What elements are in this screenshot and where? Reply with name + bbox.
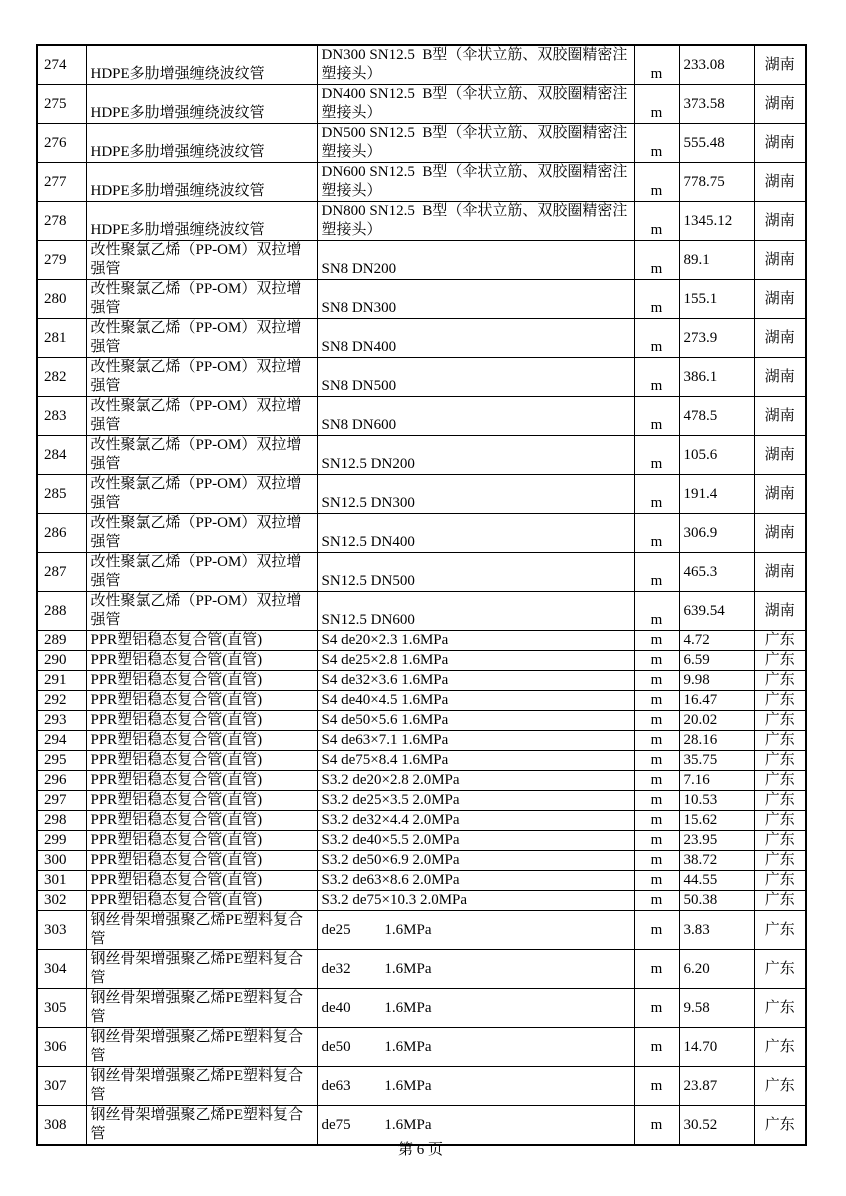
- item-spec-cell: SN8 DN400: [317, 319, 634, 358]
- table-row: [37, 989, 806, 1028]
- unit-cell: m: [634, 280, 679, 319]
- region-cell: 广东: [754, 1067, 806, 1106]
- row-seq: 308: [37, 1106, 86, 1146]
- table-row: [37, 711, 806, 731]
- region-cell: 广东: [754, 811, 806, 831]
- item-name-cell: 改性聚氯乙烯（PP-OM）双拉增强管: [86, 319, 317, 358]
- row-seq: 275: [37, 85, 86, 124]
- unit-cell: m: [634, 475, 679, 514]
- table-row: [37, 791, 806, 811]
- region-cell: 湖南: [754, 85, 806, 124]
- item-spec-cell: S3.2 de20×2.8 2.0MPa: [317, 771, 634, 791]
- price-cell: 9.98: [679, 671, 754, 691]
- price-cell: 20.02: [679, 711, 754, 731]
- row-seq: 281: [37, 319, 86, 358]
- price-cell: 9.58: [679, 989, 754, 1028]
- unit-cell: m: [634, 592, 679, 631]
- item-name-cell: 改性聚氯乙烯（PP-OM）双拉增强管: [86, 592, 317, 631]
- price-cell: 105.6: [679, 436, 754, 475]
- item-name-cell: PPR塑铝稳态复合管(直管): [86, 871, 317, 891]
- table-row: [37, 475, 806, 514]
- table-row: [37, 691, 806, 711]
- item-name-cell: 改性聚氯乙烯（PP-OM）双拉增强管: [86, 436, 317, 475]
- region-cell: 湖南: [754, 319, 806, 358]
- row-seq: 296: [37, 771, 86, 791]
- region-cell: 湖南: [754, 124, 806, 163]
- table-row: [37, 85, 806, 124]
- row-seq: 289: [37, 631, 86, 651]
- region-cell: 湖南: [754, 553, 806, 592]
- region-cell: 湖南: [754, 241, 806, 280]
- item-name-cell: PPR塑铝稳态复合管(直管): [86, 691, 317, 711]
- unit-cell: m: [634, 691, 679, 711]
- table-row: [37, 319, 806, 358]
- item-spec-cell: S3.2 de40×5.5 2.0MPa: [317, 831, 634, 851]
- item-spec-cell: S4 de32×3.6 1.6MPa: [317, 671, 634, 691]
- table-row: [37, 1028, 806, 1067]
- item-spec-cell: S4 de63×7.1 1.6MPa: [317, 731, 634, 751]
- item-spec-cell: SN8 DN500: [317, 358, 634, 397]
- price-cell: 191.4: [679, 475, 754, 514]
- row-seq: 301: [37, 871, 86, 891]
- row-seq: 299: [37, 831, 86, 851]
- row-seq: 287: [37, 553, 86, 592]
- price-cell: 50.38: [679, 891, 754, 911]
- row-seq: 285: [37, 475, 86, 514]
- row-seq: 288: [37, 592, 86, 631]
- item-name-cell: PPR塑铝稳态复合管(直管): [86, 731, 317, 751]
- row-seq: 300: [37, 851, 86, 871]
- row-seq: 297: [37, 791, 86, 811]
- unit-cell: m: [634, 45, 679, 85]
- price-cell: 28.16: [679, 731, 754, 751]
- unit-cell: m: [634, 358, 679, 397]
- unit-cell: m: [634, 731, 679, 751]
- region-cell: 湖南: [754, 45, 806, 85]
- item-spec-cell: SN12.5 DN500: [317, 553, 634, 592]
- unit-cell: m: [634, 319, 679, 358]
- row-seq: 304: [37, 950, 86, 989]
- row-seq: 280: [37, 280, 86, 319]
- item-spec-cell: de63 1.6MPa: [317, 1067, 634, 1106]
- row-seq: 298: [37, 811, 86, 831]
- item-spec-cell: de25 1.6MPa: [317, 911, 634, 950]
- price-cell: 306.9: [679, 514, 754, 553]
- item-spec-cell: S4 de40×4.5 1.6MPa: [317, 691, 634, 711]
- row-seq: 306: [37, 1028, 86, 1067]
- region-cell: 广东: [754, 950, 806, 989]
- region-cell: 湖南: [754, 358, 806, 397]
- row-seq: 292: [37, 691, 86, 711]
- item-spec-cell: DN400 SN12.5 B型（伞状立筋、双胶圈精密注塑接头）: [317, 85, 634, 124]
- table-row: [37, 45, 806, 85]
- unit-cell: m: [634, 241, 679, 280]
- price-cell: 35.75: [679, 751, 754, 771]
- row-seq: 286: [37, 514, 86, 553]
- price-cell: 10.53: [679, 791, 754, 811]
- region-cell: 湖南: [754, 397, 806, 436]
- price-cell: 23.95: [679, 831, 754, 851]
- table-row: [37, 911, 806, 950]
- item-spec-cell: S3.2 de32×4.4 2.0MPa: [317, 811, 634, 831]
- row-seq: 307: [37, 1067, 86, 1106]
- region-cell: 广东: [754, 771, 806, 791]
- unit-cell: m: [634, 397, 679, 436]
- item-name-cell: 钢丝骨架增强聚乙烯PE塑料复合管: [86, 1028, 317, 1067]
- unit-cell: m: [634, 911, 679, 950]
- unit-cell: m: [634, 671, 679, 691]
- table-row: [37, 751, 806, 771]
- unit-cell: m: [634, 891, 679, 911]
- price-cell: 233.08: [679, 45, 754, 85]
- item-name-cell: PPR塑铝稳态复合管(直管): [86, 791, 317, 811]
- item-name-cell: PPR塑铝稳态复合管(直管): [86, 831, 317, 851]
- row-seq: 274: [37, 45, 86, 85]
- unit-cell: m: [634, 202, 679, 241]
- row-seq: 284: [37, 436, 86, 475]
- item-name-cell: PPR塑铝稳态复合管(直管): [86, 771, 317, 791]
- item-name-cell: PPR塑铝稳态复合管(直管): [86, 651, 317, 671]
- row-seq: 278: [37, 202, 86, 241]
- item-name-cell: 钢丝骨架增强聚乙烯PE塑料复合管: [86, 911, 317, 950]
- region-cell: 广东: [754, 671, 806, 691]
- price-cell: 555.48: [679, 124, 754, 163]
- region-cell: 湖南: [754, 280, 806, 319]
- price-cell: 44.55: [679, 871, 754, 891]
- price-cell: 778.75: [679, 163, 754, 202]
- table-row: [37, 592, 806, 631]
- region-cell: 广东: [754, 1106, 806, 1146]
- row-seq: 294: [37, 731, 86, 751]
- item-spec-cell: S4 de50×5.6 1.6MPa: [317, 711, 634, 731]
- item-spec-cell: SN12.5 DN200: [317, 436, 634, 475]
- item-name-cell: PPR塑铝稳态复合管(直管): [86, 811, 317, 831]
- item-spec-cell: S4 de25×2.8 1.6MPa: [317, 651, 634, 671]
- unit-cell: m: [634, 831, 679, 851]
- table-row: [37, 241, 806, 280]
- table-row: [37, 124, 806, 163]
- price-cell: 639.54: [679, 592, 754, 631]
- unit-cell: m: [634, 553, 679, 592]
- item-name-cell: HDPE多肋增强缠绕波纹管: [86, 202, 317, 241]
- region-cell: 湖南: [754, 202, 806, 241]
- table-row: [37, 811, 806, 831]
- price-cell: 155.1: [679, 280, 754, 319]
- item-name-cell: 改性聚氯乙烯（PP-OM）双拉增强管: [86, 514, 317, 553]
- unit-cell: m: [634, 651, 679, 671]
- table-row: [37, 891, 806, 911]
- row-seq: 283: [37, 397, 86, 436]
- price-cell: 273.9: [679, 319, 754, 358]
- item-name-cell: 改性聚氯乙烯（PP-OM）双拉增强管: [86, 358, 317, 397]
- item-spec-cell: S3.2 de75×10.3 2.0MPa: [317, 891, 634, 911]
- table-row: [37, 671, 806, 691]
- table-row: [37, 871, 806, 891]
- item-spec-cell: SN12.5 DN400: [317, 514, 634, 553]
- item-name-cell: PPR塑铝稳态复合管(直管): [86, 851, 317, 871]
- region-cell: 广东: [754, 731, 806, 751]
- item-name-cell: HDPE多肋增强缠绕波纹管: [86, 85, 317, 124]
- unit-cell: m: [634, 514, 679, 553]
- price-cell: 6.20: [679, 950, 754, 989]
- table-row: [37, 1067, 806, 1106]
- price-cell: 3.83: [679, 911, 754, 950]
- price-cell: 15.62: [679, 811, 754, 831]
- item-name-cell: 改性聚氯乙烯（PP-OM）双拉增强管: [86, 475, 317, 514]
- item-name-cell: 钢丝骨架增强聚乙烯PE塑料复合管: [86, 1106, 317, 1146]
- unit-cell: m: [634, 871, 679, 891]
- row-seq: 279: [37, 241, 86, 280]
- region-cell: 广东: [754, 989, 806, 1028]
- unit-cell: m: [634, 1106, 679, 1146]
- region-cell: 广东: [754, 1028, 806, 1067]
- table-row: [37, 831, 806, 851]
- page-number: 第 6 页: [397, 1142, 443, 1158]
- item-name-cell: 改性聚氯乙烯（PP-OM）双拉增强管: [86, 241, 317, 280]
- table-row: [37, 397, 806, 436]
- price-cell: 16.47: [679, 691, 754, 711]
- item-name-cell: 改性聚氯乙烯（PP-OM）双拉增强管: [86, 553, 317, 592]
- unit-cell: m: [634, 851, 679, 871]
- price-cell: 7.16: [679, 771, 754, 791]
- table-row: [37, 358, 806, 397]
- item-spec-cell: SN12.5 DN300: [317, 475, 634, 514]
- item-spec-cell: SN12.5 DN600: [317, 592, 634, 631]
- row-seq: 295: [37, 751, 86, 771]
- item-spec-cell: SN8 DN300: [317, 280, 634, 319]
- item-spec-cell: S3.2 de50×6.9 2.0MPa: [317, 851, 634, 871]
- table-row: [37, 950, 806, 989]
- price-cell: 23.87: [679, 1067, 754, 1106]
- price-cell: 465.3: [679, 553, 754, 592]
- region-cell: 广东: [754, 871, 806, 891]
- price-cell: 38.72: [679, 851, 754, 871]
- item-spec-cell: SN8 DN200: [317, 241, 634, 280]
- price-table: [36, 44, 807, 1146]
- region-cell: 广东: [754, 691, 806, 711]
- item-name-cell: PPR塑铝稳态复合管(直管): [86, 671, 317, 691]
- table-row: [37, 202, 806, 241]
- price-cell: 4.72: [679, 631, 754, 651]
- region-cell: 广东: [754, 711, 806, 731]
- region-cell: 广东: [754, 651, 806, 671]
- region-cell: 广东: [754, 911, 806, 950]
- table-row: [37, 514, 806, 553]
- item-name-cell: 钢丝骨架增强聚乙烯PE塑料复合管: [86, 989, 317, 1028]
- unit-cell: m: [634, 751, 679, 771]
- table-row: [37, 851, 806, 871]
- unit-cell: m: [634, 631, 679, 651]
- row-seq: 276: [37, 124, 86, 163]
- region-cell: 广东: [754, 851, 806, 871]
- price-cell: 1345.12: [679, 202, 754, 241]
- price-table-body: [37, 45, 806, 1145]
- price-cell: 386.1: [679, 358, 754, 397]
- item-spec-cell: S4 de75×8.4 1.6MPa: [317, 751, 634, 771]
- price-cell: 30.52: [679, 1106, 754, 1146]
- region-cell: 湖南: [754, 163, 806, 202]
- item-spec-cell: S4 de20×2.3 1.6MPa: [317, 631, 634, 651]
- item-name-cell: PPR塑铝稳态复合管(直管): [86, 751, 317, 771]
- row-seq: 305: [37, 989, 86, 1028]
- table-row: [37, 771, 806, 791]
- unit-cell: m: [634, 791, 679, 811]
- table-row: [37, 631, 806, 651]
- item-spec-cell: de32 1.6MPa: [317, 950, 634, 989]
- item-spec-cell: DN600 SN12.5 B型（伞状立筋、双胶圈精密注塑接头）: [317, 163, 634, 202]
- unit-cell: m: [634, 1067, 679, 1106]
- unit-cell: m: [634, 989, 679, 1028]
- item-spec-cell: DN800 SN12.5 B型（伞状立筋、双胶圈精密注塑接头）: [317, 202, 634, 241]
- item-name-cell: PPR塑铝稳态复合管(直管): [86, 891, 317, 911]
- region-cell: 湖南: [754, 592, 806, 631]
- region-cell: 湖南: [754, 514, 806, 553]
- region-cell: 湖南: [754, 475, 806, 514]
- table-row: [37, 436, 806, 475]
- item-name-cell: 钢丝骨架增强聚乙烯PE塑料复合管: [86, 950, 317, 989]
- price-cell: 6.59: [679, 651, 754, 671]
- item-spec-cell: de40 1.6MPa: [317, 989, 634, 1028]
- unit-cell: m: [634, 811, 679, 831]
- row-seq: 277: [37, 163, 86, 202]
- row-seq: 303: [37, 911, 86, 950]
- price-cell: 373.58: [679, 85, 754, 124]
- table-row: [37, 280, 806, 319]
- item-name-cell: PPR塑铝稳态复合管(直管): [86, 631, 317, 651]
- unit-cell: m: [634, 711, 679, 731]
- unit-cell: m: [634, 124, 679, 163]
- region-cell: 广东: [754, 831, 806, 851]
- item-name-cell: 改性聚氯乙烯（PP-OM）双拉增强管: [86, 280, 317, 319]
- table-row: [37, 553, 806, 592]
- item-spec-cell: de50 1.6MPa: [317, 1028, 634, 1067]
- region-cell: 广东: [754, 631, 806, 651]
- row-seq: 302: [37, 891, 86, 911]
- row-seq: 291: [37, 671, 86, 691]
- unit-cell: m: [634, 163, 679, 202]
- row-seq: 282: [37, 358, 86, 397]
- table-row: [37, 731, 806, 751]
- unit-cell: m: [634, 1028, 679, 1067]
- item-spec-cell: DN300 SN12.5 B型（伞状立筋、双胶圈精密注塑接头）: [317, 45, 634, 85]
- item-spec-cell: SN8 DN600: [317, 397, 634, 436]
- unit-cell: m: [634, 85, 679, 124]
- item-spec-cell: S3.2 de25×3.5 2.0MPa: [317, 791, 634, 811]
- region-cell: 广东: [754, 791, 806, 811]
- item-name-cell: 钢丝骨架增强聚乙烯PE塑料复合管: [86, 1067, 317, 1106]
- item-name-cell: HDPE多肋增强缠绕波纹管: [86, 124, 317, 163]
- table-row: [37, 163, 806, 202]
- item-spec-cell: de75 1.6MPa: [317, 1106, 634, 1146]
- item-name-cell: HDPE多肋增强缠绕波纹管: [86, 163, 317, 202]
- row-seq: 290: [37, 651, 86, 671]
- region-cell: 湖南: [754, 436, 806, 475]
- item-name-cell: PPR塑铝稳态复合管(直管): [86, 711, 317, 731]
- unit-cell: m: [634, 950, 679, 989]
- price-cell: 14.70: [679, 1028, 754, 1067]
- region-cell: 广东: [754, 891, 806, 911]
- region-cell: 广东: [754, 751, 806, 771]
- item-spec-cell: S3.2 de63×8.6 2.0MPa: [317, 871, 634, 891]
- item-name-cell: 改性聚氯乙烯（PP-OM）双拉增强管: [86, 397, 317, 436]
- row-seq: 293: [37, 711, 86, 731]
- price-cell: 89.1: [679, 241, 754, 280]
- item-spec-cell: DN500 SN12.5 B型（伞状立筋、双胶圈精密注塑接头）: [317, 124, 634, 163]
- table-row: [37, 651, 806, 671]
- unit-cell: m: [634, 771, 679, 791]
- price-cell: 478.5: [679, 397, 754, 436]
- item-name-cell: HDPE多肋增强缠绕波纹管: [86, 45, 317, 85]
- unit-cell: m: [634, 436, 679, 475]
